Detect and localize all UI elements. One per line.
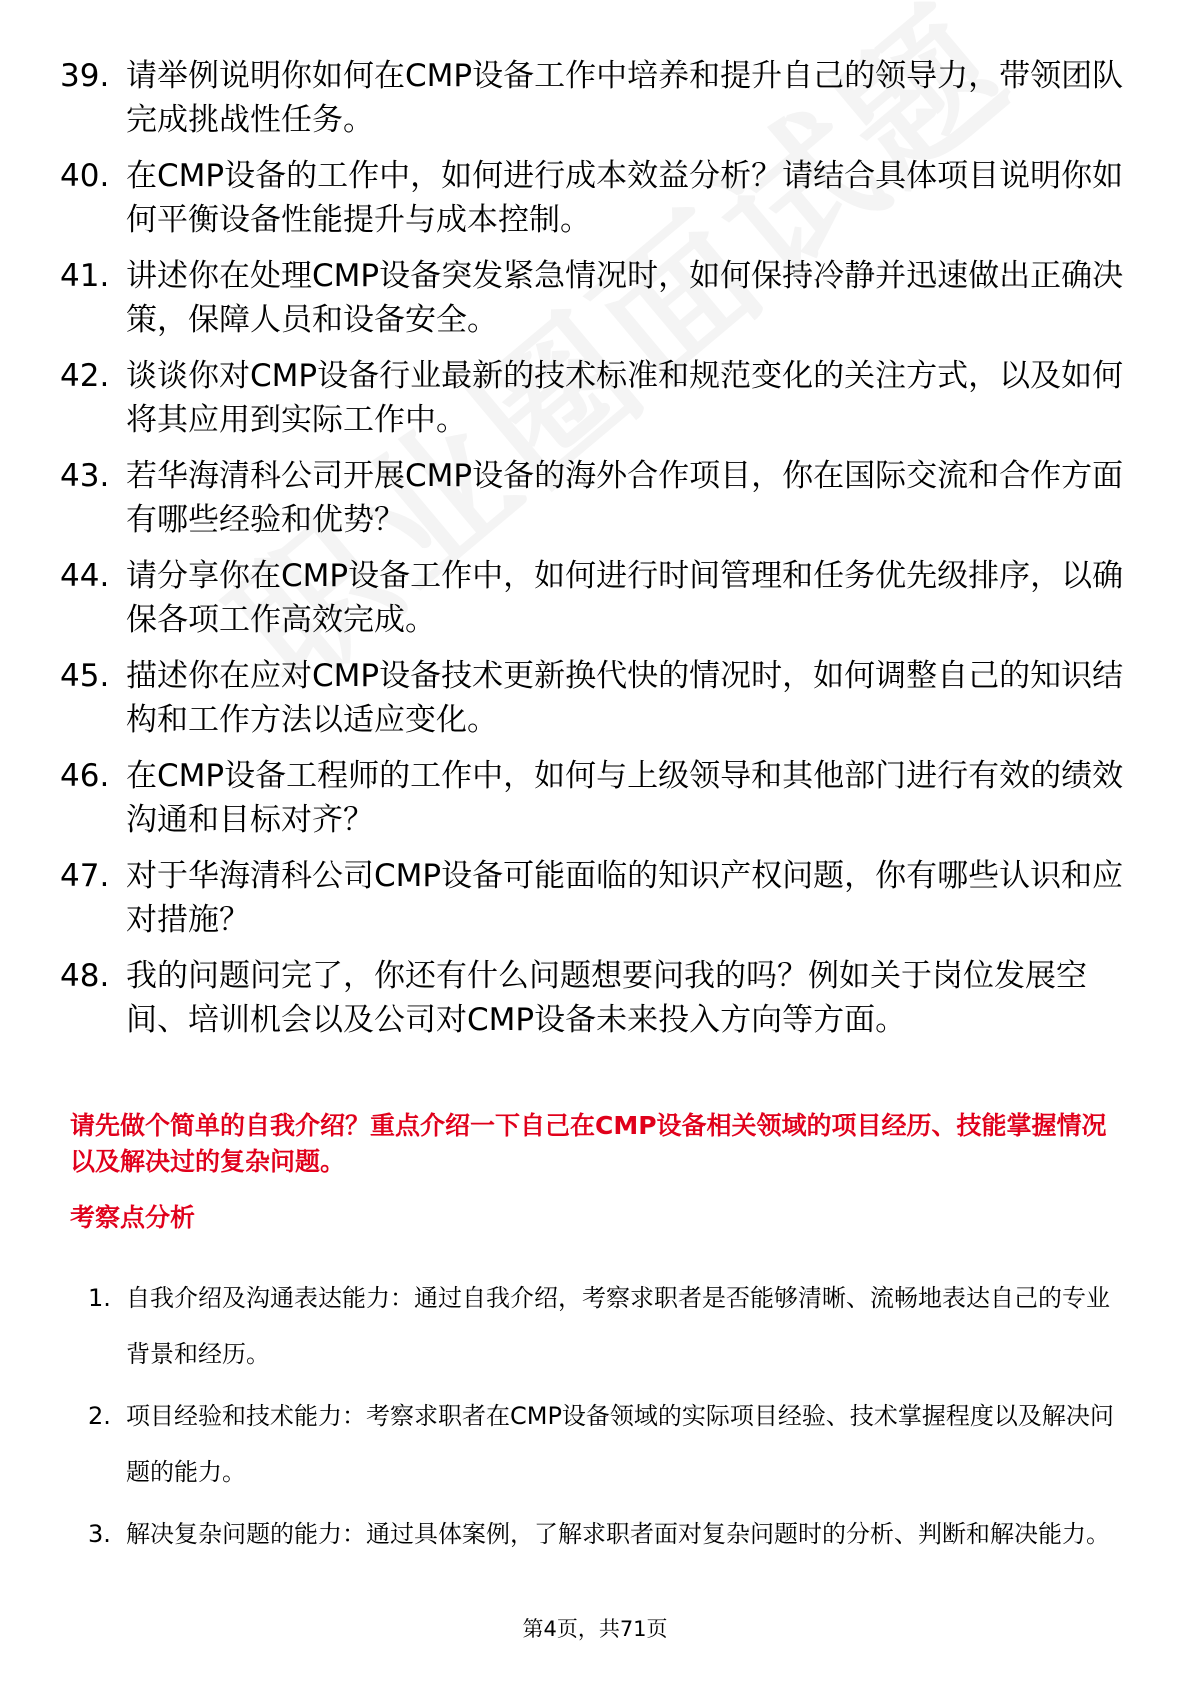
analysis-number: 3. (88, 1520, 111, 1548)
question-number: 48. (60, 958, 110, 994)
question-text: 对于华海清科公司CMP设备可能面临的知识产权问题，你有哪些认识和应对措施？ (126, 858, 1124, 938)
question-number: 46. (60, 758, 110, 794)
analysis-item (88, 1506, 1123, 1562)
question-number: 43. (60, 458, 110, 494)
page-footer: 第4页，共71页 (522, 1617, 668, 1641)
question-number: 42. (60, 358, 110, 394)
question-text: 若华海清科公司开展CMP设备的海外合作项目，你在国际交流和合作方面有哪些经验和优势？ (126, 458, 1124, 538)
question-list (60, 54, 1130, 1054)
analysis-item (88, 1270, 1123, 1382)
analysis-list (88, 1270, 1123, 1568)
question-number: 45. (60, 658, 110, 694)
question-text: 谈谈你对CMP设备行业最新的技术标准和规范变化的关注方式，以及如何将其应用到实际工作中。 (126, 358, 1124, 438)
question-item (60, 654, 1130, 742)
question-number: 47. (60, 858, 110, 894)
question-text: 请分享你在CMP设备工作中，如何进行时间管理和任务优先级排序，以确保各项工作高效完成。 (126, 558, 1124, 638)
question-item (60, 254, 1130, 342)
question-text: 在CMP设备的工作中，如何进行成本效益分析？请结合具体项目说明你如何平衡设备性能提升与成本控制。 (126, 158, 1124, 238)
question-text: 描述你在应对CMP设备技术更新换代快的情况时，如何调整自己的知识结构和工作方法以适应变化。 (126, 658, 1124, 738)
analysis-number: 2. (88, 1402, 111, 1430)
question-number: 40. (60, 158, 110, 194)
analysis-text: 项目经验和技术能力：考察求职者在CMP设备领域的实际项目经验、技术掌握程度以及解决问题的能力。 (126, 1402, 1114, 1486)
question-item (60, 854, 1130, 942)
question-text: 我的问题问完了，你还有什么问题想要问我的吗？例如关于岗位发展空间、培训机会以及公司对CMP设备未来投入方向等方面。 (126, 958, 1087, 1038)
highlight-question: 请先做个简单的自我介绍？重点介绍一下自己在CMP设备相关领域的项目经历、技能掌握情况以及解决过的复杂问题。 (70, 1111, 1107, 1176)
question-number: 39. (60, 58, 110, 94)
question-item (60, 754, 1130, 842)
question-item (60, 154, 1130, 242)
analysis-number: 1. (88, 1284, 111, 1312)
section-title: 考察点分析 (70, 1203, 196, 1232)
question-number: 44. (60, 558, 110, 594)
analysis-item (88, 1388, 1123, 1500)
question-number: 41. (60, 258, 110, 294)
question-text: 请举例说明你如何在CMP设备工作中培养和提升自己的领导力，带领团队完成挑战性任务。 (126, 58, 1124, 138)
question-item (60, 354, 1130, 442)
question-text: 在CMP设备工程师的工作中，如何与上级领导和其他部门进行有效的绩效沟通和目标对齐？ (126, 758, 1124, 838)
question-text: 讲述你在处理CMP设备突发紧急情况时，如何保持冷静并迅速做出正确决策，保障人员和设备安全。 (126, 258, 1124, 338)
question-item (60, 554, 1130, 642)
question-item (60, 454, 1130, 542)
analysis-text: 解决复杂问题的能力：通过具体案例，了解求职者面对复杂问题时的分析、判断和解决能力。 (126, 1520, 1110, 1548)
analysis-text: 自我介绍及沟通表达能力：通过自我介绍，考察求职者是否能够清晰、流畅地表达自己的专业背景和经历。 (126, 1284, 1110, 1368)
question-item (60, 54, 1130, 142)
question-item (60, 954, 1130, 1042)
